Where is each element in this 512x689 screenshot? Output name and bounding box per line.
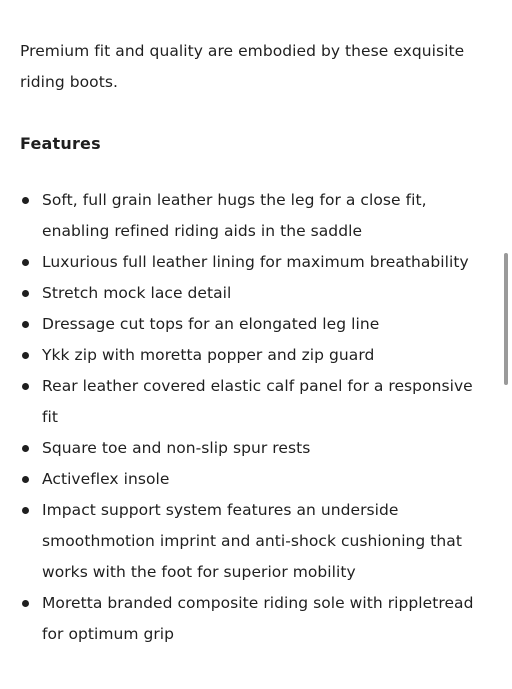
feature-text: Impact support system features an underside smoothmotion imprint and anti-shock cushioning that works with the foot for superior mobility bbox=[42, 501, 462, 581]
feature-item bbox=[20, 185, 492, 247]
bullet-icon bbox=[22, 352, 29, 359]
feature-text: Dressage cut tops for an elongated leg line bbox=[42, 315, 380, 333]
product-intro-text: Premium fit and quality are embodied by these exquisite riding boots. bbox=[20, 42, 465, 91]
feature-item bbox=[20, 247, 492, 278]
bullet-icon bbox=[22, 600, 29, 607]
feature-item bbox=[20, 495, 492, 588]
feature-item bbox=[20, 464, 492, 495]
bullet-icon bbox=[22, 259, 29, 266]
bullet-icon bbox=[22, 445, 29, 452]
bullet-icon bbox=[22, 197, 29, 204]
feature-text: Soft, full grain leather hugs the leg for a close fit, enabling refined riding aids in the saddle bbox=[42, 191, 427, 240]
bullet-icon bbox=[22, 321, 29, 328]
feature-item bbox=[20, 278, 492, 309]
bullet-icon bbox=[22, 507, 29, 514]
feature-text: Square toe and non-slip spur rests bbox=[42, 439, 311, 457]
feature-item bbox=[20, 340, 492, 371]
bullet-icon bbox=[22, 290, 29, 297]
scrollbar-thumb[interactable] bbox=[504, 253, 508, 385]
bullet-icon bbox=[22, 383, 29, 390]
feature-item bbox=[20, 588, 492, 650]
features-list bbox=[20, 185, 492, 650]
feature-text: Activeflex insole bbox=[42, 470, 170, 488]
feature-text: Ykk zip with moretta popper and zip guard bbox=[42, 346, 375, 364]
feature-text: Stretch mock lace detail bbox=[42, 284, 232, 302]
feature-item bbox=[20, 371, 492, 433]
feature-text: Moretta branded composite riding sole with rippletread for optimum grip bbox=[42, 594, 474, 643]
feature-text: Rear leather covered elastic calf panel for a responsive fit bbox=[42, 377, 473, 426]
feature-text: Luxurious full leather lining for maximum breathability bbox=[42, 253, 469, 271]
product-description bbox=[20, 36, 492, 650]
bullet-icon bbox=[22, 476, 29, 483]
feature-item bbox=[20, 309, 492, 340]
features-heading: Features bbox=[20, 134, 101, 153]
feature-item bbox=[20, 433, 492, 464]
